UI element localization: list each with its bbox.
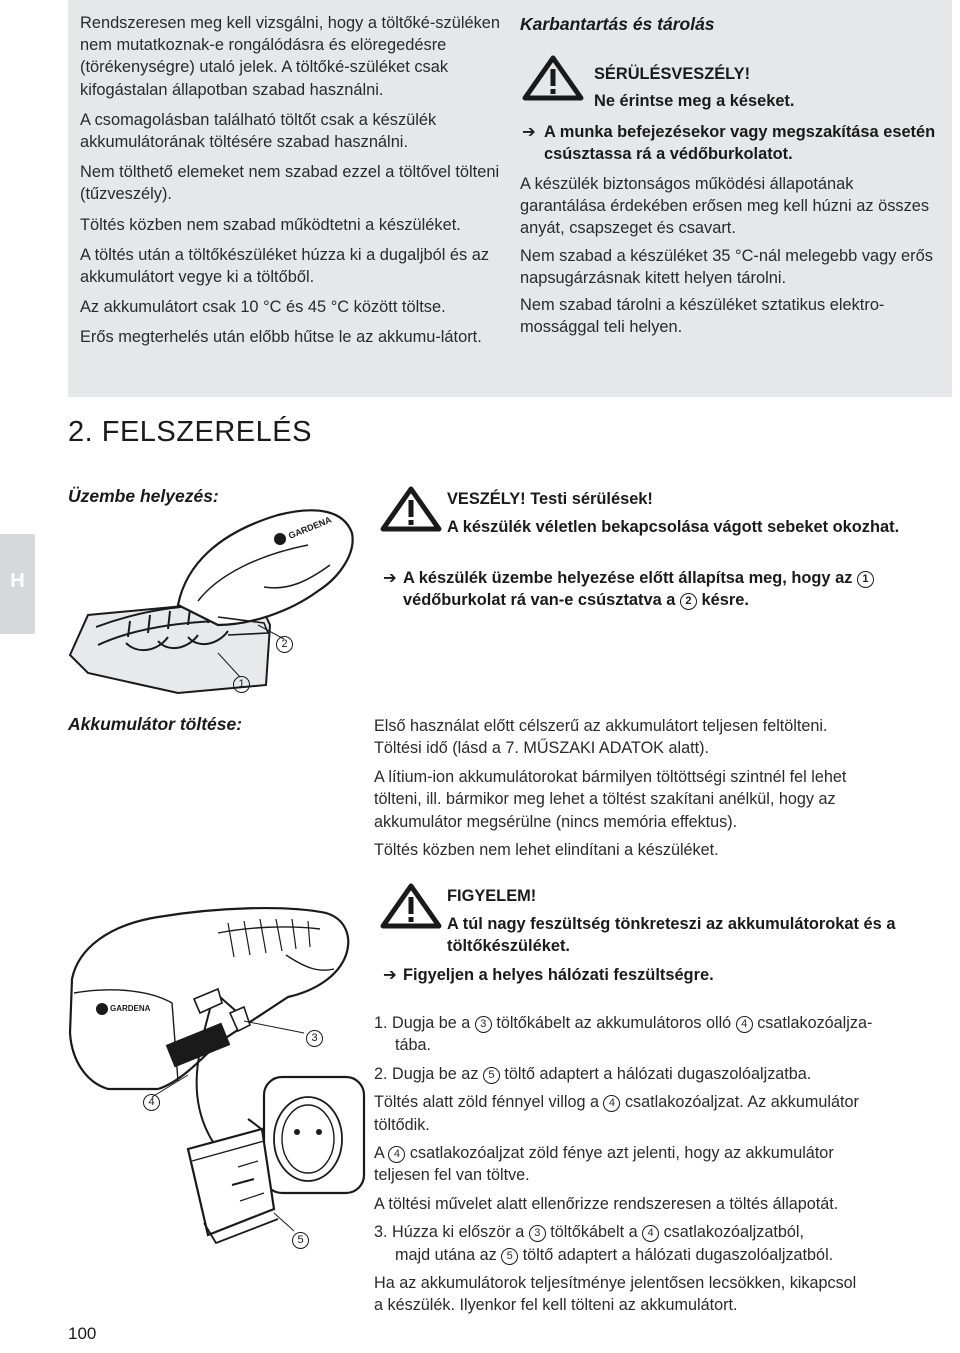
text-fragment: Dugja be az bbox=[392, 1064, 479, 1083]
text-fragment: töltőkábelt a bbox=[550, 1223, 638, 1242]
warning-icon bbox=[380, 486, 442, 532]
text-fragment: Dugja be a bbox=[392, 1014, 471, 1032]
paragraph: Első használat előtt célszerű az akkumulátort teljesen feltölteni. bbox=[374, 717, 828, 735]
instruction-text: Figyeljen a helyes hálózati feszültségre. bbox=[403, 966, 714, 984]
paragraph: Nem szabad a készüléket 35 °C-nál melegebb vagy erős napsugárzásnak kitett helyen tárolni. bbox=[520, 246, 933, 287]
instruction-text: A munka befejezésekor vagy megszakítása esetén csúsztassa rá a védőburkolatot. bbox=[544, 123, 936, 163]
callout-2 bbox=[276, 635, 293, 653]
uzembe-heading: Üzembe helyezés: bbox=[68, 486, 219, 506]
text-fragment: töltőkábelt az akkumulátoros olló bbox=[496, 1014, 732, 1032]
language-tab-label: H bbox=[10, 570, 25, 592]
warning-text: A készülék véletlen bekapcsolása vágott sebeket okozhat. bbox=[447, 518, 900, 536]
text-fragment: Húzza ki először a bbox=[392, 1223, 525, 1242]
page-number: 100 bbox=[68, 1324, 97, 1343]
instruction-arrow bbox=[383, 964, 943, 986]
shear-illustration bbox=[68, 495, 368, 705]
text-fragment: Töltés alatt zöld fénnyel villog a bbox=[374, 1093, 599, 1112]
text-fragment: majd utána az bbox=[395, 1245, 497, 1264]
callout-number: 2 bbox=[680, 593, 697, 610]
callout-number: 5 bbox=[483, 1067, 500, 1084]
step-2 bbox=[374, 1063, 954, 1085]
callout-number: 3 bbox=[529, 1225, 546, 1242]
callout-number: 4 bbox=[642, 1225, 659, 1242]
text-fragment: teljesen fel van töltve. bbox=[374, 1166, 530, 1185]
paragraph: A töltés után a töltőkészüléket húzza ki a dugaljból és az akkumulátort vegye ki a töltőből. bbox=[80, 245, 490, 287]
step-number: 2. bbox=[374, 1064, 388, 1083]
paragraph: Nem szabad tárolni a készüléket sztatikus elektro-mossággal teli helyen. bbox=[520, 296, 885, 337]
callout-number: 5 bbox=[501, 1248, 518, 1265]
callout-number: 4 bbox=[603, 1095, 620, 1112]
warning-title: SÉRÜLÉSVESZÉLY! bbox=[594, 65, 751, 83]
warning-text: Ne érintse meg a késeket. bbox=[594, 92, 795, 110]
instruction-text bbox=[383, 567, 943, 611]
arrow-icon: ➔ bbox=[522, 123, 536, 141]
warning-icon bbox=[380, 883, 442, 929]
paragraph: a készülék. Ilyenkor fel kell tölteni az akkumulátort. bbox=[374, 1296, 738, 1315]
step-3 bbox=[374, 1221, 954, 1243]
brand-logo: GARDENA bbox=[287, 514, 333, 541]
text-fragment: védőburkolat rá van-e csúsztatva a bbox=[403, 591, 676, 609]
callout-1 bbox=[233, 675, 250, 693]
warning-title: VESZÉLY! Testi sérülések! bbox=[447, 490, 653, 508]
paragraph: Rendszeresen meg kell vizsgálni, hogy a töltőké-szüléken nem mutatkoznak-e rongálódásra és elöregedésre (törékenységre) utaló jelek. A töltőké-szüléket csak kifogástalan állapotban szabad használni. bbox=[80, 14, 501, 99]
text-fragment: tába. bbox=[395, 1036, 432, 1055]
text-fragment: csatlakozóaljzatból, bbox=[663, 1223, 804, 1242]
text-fragment: csatlakozóaljzat zöld fénye azt jelenti, hogy az akkumulátor bbox=[409, 1144, 834, 1163]
callout-number: 4 bbox=[143, 1094, 160, 1111]
section-title: 2. FELSZERELÉS bbox=[68, 416, 312, 448]
step-1 bbox=[374, 1012, 954, 1057]
warning-icon bbox=[522, 55, 584, 101]
text-fragment: késre. bbox=[701, 591, 749, 609]
brand-logo: GARDENA bbox=[110, 1004, 151, 1013]
instruction-arrow bbox=[383, 567, 943, 611]
akku-intro bbox=[374, 715, 934, 861]
language-tab bbox=[0, 534, 35, 634]
maintenance-heading: Karbantartás és tárolás bbox=[520, 14, 715, 34]
callout-3 bbox=[306, 1029, 323, 1047]
callout-number: 1 bbox=[857, 571, 874, 588]
text-fragment: csatlakozóaljzat. Az akkumulátor bbox=[624, 1093, 859, 1112]
callout-number: 3 bbox=[475, 1016, 492, 1033]
paragraph: Töltés közben nem szabad működtetni a készüléket. bbox=[80, 215, 461, 234]
callout-number: 4 bbox=[736, 1016, 753, 1033]
callout-4 bbox=[143, 1093, 160, 1111]
text-fragment: A készülék üzembe helyezése előtt állapítsa meg, hogy az bbox=[403, 569, 853, 587]
callout-number: 5 bbox=[292, 1232, 309, 1249]
arrow-icon: ➔ bbox=[383, 569, 397, 587]
callout-number: 1 bbox=[233, 676, 250, 693]
text-fragment: töltő adaptert a hálózati dugaszolóaljzatból. bbox=[522, 1245, 834, 1264]
callout-number: 4 bbox=[388, 1146, 405, 1163]
warning-text: A túl nagy feszültség tönkreteszi az akkumulátorokat és a töltőkészüléket. bbox=[447, 915, 896, 955]
paragraph: Erős megterhelés után előbb hűtse le az akkumu-látort. bbox=[80, 328, 482, 347]
paragraph bbox=[374, 1142, 954, 1164]
paragraph: Az akkumulátort csak 10 °C és 45 °C között töltse. bbox=[80, 298, 446, 317]
text-fragment: A bbox=[374, 1144, 384, 1163]
text-fragment: töltődik. bbox=[374, 1115, 430, 1134]
paragraph: A lítium-ion akkumulátorokat bármilyen töltöttségi szintnél fel lehet tölteni, ill. bármikor meg lehet a töltést szakítani anélkül, hogy az akkumulátor megsérülne (nincs memória effektus). bbox=[374, 767, 847, 831]
maintenance-paragraphs bbox=[520, 173, 940, 338]
step-number: 3. bbox=[374, 1223, 388, 1242]
callout-number: 2 bbox=[276, 636, 293, 653]
paragraph: Töltés közben nem lehet elindítani a készüléket. bbox=[374, 841, 719, 860]
paragraph bbox=[374, 1091, 954, 1113]
arrow-icon: ➔ bbox=[383, 966, 397, 984]
text-fragment: csatlakozóaljza- bbox=[757, 1014, 873, 1032]
paragraph: A csomagolásban található töltőt csak a készülék akkumulátorának töltésére szabad használni. bbox=[80, 110, 437, 152]
charging-steps bbox=[374, 1012, 954, 1317]
paragraph: Nem tölthető elemeket nem szabad ezzel a töltővel tölteni (tűzveszély). bbox=[80, 163, 500, 204]
paragraph: Töltési idő (lásd a 7. MŰSZAKI ADATOK alatt). bbox=[374, 739, 709, 758]
paragraph: A töltési művelet alatt ellenőrizze rendszeresen a töltés állapotát. bbox=[374, 1194, 839, 1213]
instruction-arrow bbox=[522, 121, 952, 165]
callout-5 bbox=[292, 1231, 309, 1249]
step-3-cont bbox=[374, 1244, 954, 1266]
callout-number: 3 bbox=[306, 1030, 323, 1047]
step-number: 1. bbox=[374, 1014, 388, 1032]
charging-illustration bbox=[68, 893, 368, 1283]
text-fragment: töltő adaptert a hálózati dugaszolóaljzatba. bbox=[504, 1064, 812, 1083]
safety-left-column bbox=[80, 12, 510, 349]
paragraph: Ha az akkumulátorok teljesítménye jelentősen lecsökken, kikapcsol bbox=[374, 1274, 857, 1293]
akku-heading: Akkumulátor töltése: bbox=[68, 714, 243, 734]
paragraph: A készülék biztonságos működési állapotának garantálása érdekében erősen meg kell húzni az összes anyát, csapszeget és csavart. bbox=[520, 175, 930, 238]
warning-title: FIGYELEM! bbox=[447, 887, 537, 905]
